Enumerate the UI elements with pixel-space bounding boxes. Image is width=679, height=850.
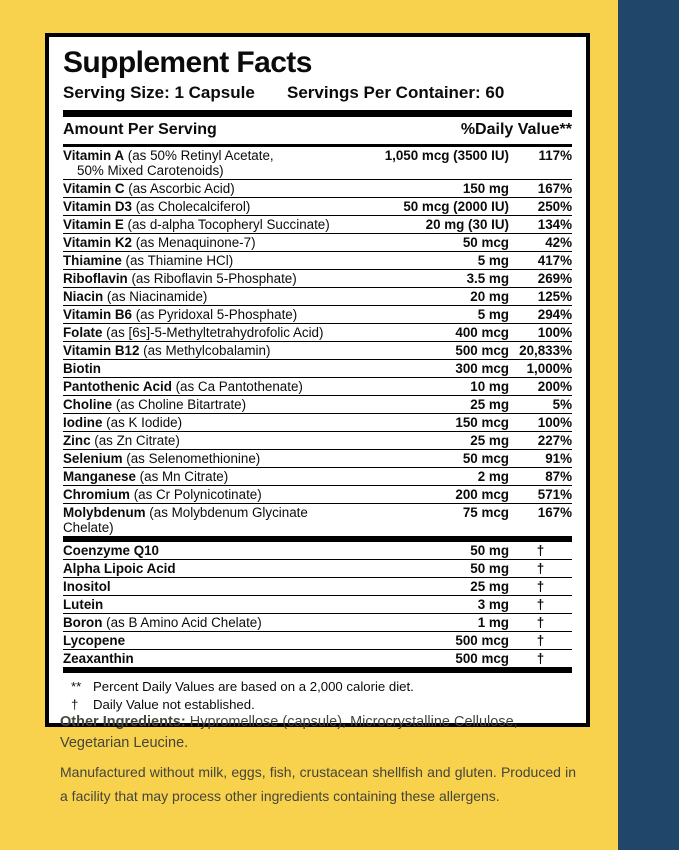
nutrient-row: [63, 378, 572, 396]
nutrient-name: Manganese (as Mn Citrate): [63, 469, 229, 484]
nutrient-daily-value: 87%: [545, 469, 572, 484]
nutrient-daily-value: 167%: [537, 505, 572, 520]
nutrient-daily-value: 269%: [537, 271, 572, 286]
nutrient-name-bold: Chromium: [63, 487, 130, 502]
nutrient-daily-value: 571%: [537, 487, 572, 502]
nutrient-name: [63, 597, 359, 612]
nutrient-amount: 20 mg (30 IU): [425, 217, 509, 232]
nutrient-row: [63, 560, 572, 578]
nutrient-name: Vitamin A (as 50% Retinyl Acetate, 50% Mixed Carotenoids): [63, 148, 359, 178]
nutrient-amount: 500 mcg: [455, 651, 509, 666]
footnote-symbol: **: [71, 679, 82, 694]
nutrient-name: [63, 579, 359, 594]
footnote: [63, 678, 572, 696]
nutrient-name-bold: Vitamin K2: [63, 235, 132, 250]
nutrient-name-bold: Vitamin D3: [63, 199, 132, 214]
nutrient-row: [63, 324, 572, 342]
nutrient-amount: 200 mcg: [455, 487, 509, 502]
nutrient-name-bold: Vitamin B6: [63, 307, 132, 322]
nutrient-daily-value: †: [536, 543, 545, 558]
nutrient-name-bold: Vitamin E: [63, 217, 124, 232]
nutrient-daily-value: 100%: [537, 415, 572, 430]
nutrient-row: [63, 486, 572, 504]
nutrient-row: [63, 542, 572, 560]
other-ingredients-text: Hypromellose (capsule), Microcrystalline Cellulose, Vegetarian Leucine.: [60, 714, 518, 751]
nutrient-name-bold: Coenzyme Q10: [63, 543, 160, 558]
nutrient-daily-value: †: [536, 579, 545, 594]
nutrient-daily-value: 91%: [545, 451, 572, 466]
nutrient-amount: 5 mg: [477, 253, 509, 268]
nutrient-daily-value: 42%: [545, 235, 572, 250]
nutrient-name-bold: Niacin: [63, 289, 104, 304]
nutrient-row: [63, 306, 572, 324]
label-title: Supplement Facts: [63, 46, 312, 79]
nutrient-amount: 50 mg: [470, 543, 509, 558]
nutrient-section-2: [63, 542, 572, 667]
nutrient-daily-value: 117%: [538, 148, 572, 163]
servings-per-container: Servings Per Container: 60: [287, 83, 505, 102]
nutrient-daily-value: 125%: [537, 289, 572, 304]
serving-size: Serving Size: 1 Capsule: [63, 83, 255, 102]
nutrient-amount: 25 mg: [470, 579, 509, 594]
nutrient-amount: 3 mg: [477, 597, 509, 612]
nutrient-amount: 1,050 mcg (3500 IU): [384, 148, 509, 163]
nutrient-name: Iodine (as K Iodide): [63, 415, 183, 430]
nutrient-name: Vitamin B12 (as Methylcobalamin): [63, 343, 271, 358]
nutrient-name-bold: Pantothenic Acid: [63, 379, 172, 394]
nutrient-row: [63, 180, 572, 198]
nutrient-daily-value: 1,000%: [526, 361, 572, 376]
nutrient-name-bold: Riboflavin: [63, 271, 128, 286]
nutrient-row: [63, 198, 572, 216]
nutrient-amount: 20 mg: [470, 289, 509, 304]
supplement-facts-label: [45, 33, 590, 727]
nutrient-daily-value: †: [536, 597, 545, 612]
nutrient-amount: 400 mcg: [455, 325, 509, 340]
nutrient-name-bold: Lycopene: [63, 633, 126, 648]
nutrient-name: Chromium (as Cr Polynicotinate): [63, 487, 262, 502]
footnote-symbol: †: [71, 697, 79, 712]
nutrient-amount: 3.5 mg: [466, 271, 509, 286]
nutrient-row: [63, 632, 572, 650]
nutrient-row: [63, 468, 572, 486]
nutrient-name-bold: Vitamin B12: [63, 343, 140, 358]
nutrient-name-bold: Inositol: [63, 579, 111, 594]
nutrient-name: [63, 651, 359, 666]
nutrient-name: Vitamin C (as Ascorbic Acid): [63, 181, 235, 196]
nutrient-amount: 1 mg: [477, 615, 509, 630]
footnote-text: Daily Value not established.: [93, 697, 255, 712]
nutrient-daily-value: 5%: [552, 397, 572, 412]
nutrient-name-bold: Choline: [63, 397, 113, 412]
nutrient-amount: 2 mg: [477, 469, 509, 484]
nutrient-name-bold: Selenium: [63, 451, 123, 466]
serving-info: [63, 83, 572, 103]
nutrient-daily-value: †: [536, 651, 545, 666]
nutrient-daily-value: 250%: [537, 199, 572, 214]
nutrient-name: Vitamin E (as d-alpha Tocopheryl Succinate): [63, 217, 330, 232]
nutrient-row: [63, 578, 572, 596]
nutrient-amount: 50 mcg (2000 IU): [403, 199, 509, 214]
nutrient-name-bold: Lutein: [63, 597, 104, 612]
nutrient-name: Selenium (as Selenomethionine): [63, 451, 261, 466]
nutrient-row: [63, 614, 572, 632]
other-ingredients: [60, 712, 538, 754]
nutrient-amount: 50 mg: [470, 561, 509, 576]
nutrient-amount: 25 mg: [470, 397, 509, 412]
nutrient-name: [63, 361, 359, 376]
divider-thick-top: [63, 110, 572, 117]
nutrient-amount: 50 mcg: [462, 235, 509, 250]
right-stripe: [618, 0, 679, 850]
column-headers: [63, 117, 572, 144]
nutrient-row: [63, 396, 572, 414]
nutrient-row: [63, 360, 572, 378]
nutrient-row: [63, 504, 572, 536]
nutrient-amount: 300 mcg: [455, 361, 509, 376]
nutrient-name: Vitamin K2 (as Menaquinone-7): [63, 235, 256, 250]
nutrient-row: [63, 147, 572, 180]
nutrient-name-bold: Zeaxanthin: [63, 651, 134, 666]
nutrient-name: Zinc (as Zn Citrate): [63, 433, 180, 448]
nutrient-daily-value: 20,833%: [519, 343, 572, 358]
nutrient-name-bold: Iodine: [63, 415, 103, 430]
nutrient-daily-value: 227%: [537, 433, 572, 448]
footnote-text: Percent Daily Values are based on a 2,000 calorie diet.: [93, 679, 414, 694]
amount-per-serving-header: Amount Per Serving: [63, 121, 217, 138]
nutrient-name-bold: Folate: [63, 325, 103, 340]
daily-value-header: %Daily Value**: [460, 121, 572, 138]
nutrient-daily-value: †: [536, 615, 545, 630]
nutrient-amount: 500 mcg: [455, 633, 509, 648]
nutrient-row: [63, 234, 572, 252]
nutrient-name-bold: Molybdenum: [63, 505, 146, 520]
nutrient-name-bold: Vitamin A: [63, 148, 125, 163]
nutrient-row: [63, 270, 572, 288]
nutrient-amount: 150 mg: [462, 181, 509, 196]
nutrient-name-bold: Biotin: [63, 361, 101, 376]
nutrient-name: [63, 543, 359, 558]
nutrient-name: Vitamin D3 (as Cholecalciferol): [63, 199, 251, 214]
nutrient-daily-value: 294%: [537, 307, 572, 322]
nutrient-name: Niacin (as Niacinamide): [63, 289, 208, 304]
nutrient-name: [63, 633, 359, 648]
allergen-statement: Manufactured without milk, eggs, fish, crustacean shellfish and gluten. Produced in a facility that may process other ingredients containing these allergens.: [60, 764, 576, 804]
nutrient-name: Folate (as [6s]-5-Methyltetrahydrofolic Acid): [63, 325, 324, 340]
nutrient-amount: 50 mcg: [462, 451, 509, 466]
nutrient-name: Vitamin B6 (as Pyridoxal 5-Phosphate): [63, 307, 298, 322]
nutrient-daily-value: 200%: [537, 379, 572, 394]
nutrient-name: Molybdenum (as Molybdenum Glycinate Chelate): [63, 505, 308, 535]
nutrient-amount: 25 mg: [470, 433, 509, 448]
nutrient-amount: 75 mcg: [462, 505, 509, 520]
nutrient-amount: 500 mcg: [455, 343, 509, 358]
nutrient-name: Pantothenic Acid (as Ca Pantothenate): [63, 379, 303, 394]
nutrient-daily-value: 167%: [537, 181, 572, 196]
other-ingredients-label: Other Ingredients:: [60, 714, 186, 730]
nutrient-row: [63, 650, 572, 667]
nutrient-name-bold: Boron: [63, 615, 103, 630]
nutrient-row: [63, 342, 572, 360]
nutrient-row: [63, 596, 572, 614]
nutrient-row: [63, 288, 572, 306]
nutrient-daily-value: 100%: [537, 325, 572, 340]
nutrient-name-bold: Vitamin C: [63, 181, 125, 196]
nutrient-row: [63, 450, 572, 468]
nutrient-name: [63, 561, 359, 576]
nutrient-row: [63, 432, 572, 450]
nutrient-row: [63, 216, 572, 234]
nutrient-name: Choline (as Choline Bitartrate): [63, 397, 247, 412]
nutrient-row: [63, 252, 572, 270]
nutrient-name-bold: Thiamine: [63, 253, 122, 268]
nutrient-amount: 5 mg: [477, 307, 509, 322]
nutrient-name: Riboflavin (as Riboflavin 5-Phosphate): [63, 271, 297, 286]
nutrient-daily-value: 417%: [537, 253, 572, 268]
nutrient-name: Thiamine (as Thiamine HCl): [63, 253, 234, 268]
nutrient-daily-value: 134%: [537, 217, 572, 232]
nutrient-name-line2: 50% Mixed Carotenoids): [77, 163, 224, 178]
nutrient-row: [63, 414, 572, 432]
nutrient-daily-value: †: [536, 633, 545, 648]
nutrient-name-bold: Zinc: [63, 433, 91, 448]
nutrient-amount: 10 mg: [470, 379, 509, 394]
nutrient-name: Boron (as B Amino Acid Chelate): [63, 615, 262, 630]
nutrient-daily-value: †: [536, 561, 545, 576]
nutrient-name-bold: Manganese: [63, 469, 136, 484]
nutrient-section-1: [63, 147, 572, 536]
nutrient-amount: 150 mcg: [455, 415, 509, 430]
nutrient-name-bold: Alpha Lipoic Acid: [63, 561, 176, 576]
